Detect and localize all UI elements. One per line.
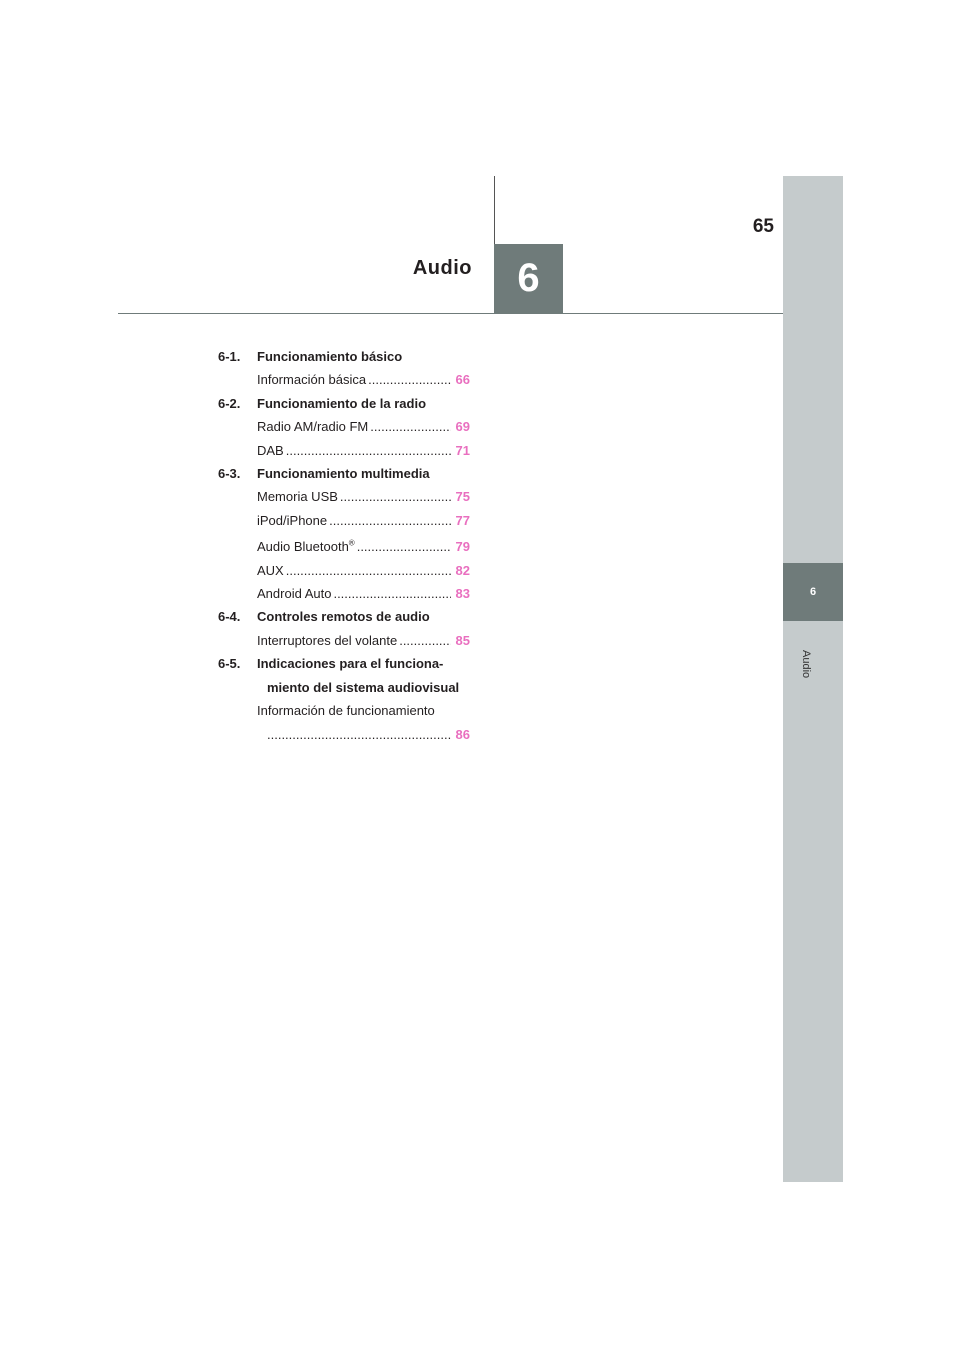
toc-entry[interactable] (218, 439, 470, 462)
toc-entry[interactable] (218, 629, 470, 652)
section-number: 6-1. (218, 349, 241, 364)
entry-page-link[interactable]: 83 (455, 586, 470, 602)
toc-entry[interactable] (218, 509, 470, 532)
leader-dots (399, 629, 451, 652)
toc-entry[interactable] (218, 485, 470, 508)
entry-label: Información de funcionamiento (257, 703, 435, 719)
table-of-contents (218, 345, 470, 746)
section-title-line: Indicaciones para el funciona- (257, 656, 444, 672)
entry-page-link[interactable]: 71 (455, 442, 470, 458)
leader-dots (286, 439, 451, 462)
toc-entry[interactable] (218, 415, 470, 438)
leader-dots (340, 485, 451, 508)
section-title: Funcionamiento de la radio (257, 395, 427, 411)
chapter-number-box: 6 (494, 244, 563, 313)
entry-page-link[interactable]: 75 (455, 489, 470, 505)
side-tab-bar (783, 176, 843, 1182)
leader-dots (329, 509, 451, 532)
toc-entry[interactable] (218, 559, 470, 582)
toc-entry[interactable] (218, 582, 470, 605)
leader-dots (286, 559, 451, 582)
chapter-title: Audio (412, 257, 472, 279)
entry-page-link[interactable]: 66 (455, 372, 470, 388)
leader-dots (368, 368, 451, 391)
toc-entry[interactable] (218, 535, 470, 558)
entry-page-link[interactable]: 77 (455, 512, 470, 528)
leader-dots (370, 415, 451, 438)
entry-label: Interruptores del volante (257, 632, 398, 648)
entry-label-text: Audio Bluetooth (257, 539, 349, 555)
entry-label: Información básica (257, 372, 367, 388)
section-title: Controles remotos de audio (257, 609, 430, 625)
entry-label: Radio AM/radio FM (257, 419, 369, 435)
section-number: 6-5. (218, 656, 241, 672)
entry-label: Memoria USB (257, 489, 338, 505)
section-number: 6-3. (218, 466, 241, 482)
leader-dots (267, 723, 451, 746)
toc-section-6-3 (218, 462, 470, 485)
leader-dots (357, 535, 451, 558)
entry-label: iPod/iPhone (257, 512, 328, 528)
entry-page-link[interactable]: 86 (455, 726, 470, 742)
section-number: 6-2. (218, 395, 241, 411)
header-horizontal-rule (118, 313, 783, 314)
entry-page-link[interactable]: 69 (455, 419, 470, 435)
entry-page-link[interactable]: 85 (455, 632, 470, 648)
side-tab-label: Audio (800, 650, 812, 679)
section-title: Funcionamiento multimedia (257, 466, 430, 482)
leader-dots (333, 582, 451, 605)
toc-section-6-5 (218, 652, 470, 699)
toc-section-6-4 (218, 605, 470, 628)
entry-page-link[interactable]: 79 (455, 539, 470, 555)
section-title-line: miento del sistema audiovisual (267, 679, 460, 695)
page-number: 65 (752, 216, 774, 237)
entry-continuation (257, 723, 470, 746)
registered-mark: ® (348, 538, 355, 548)
entry-label: Android Auto (257, 586, 332, 602)
header-vertical-rule (494, 176, 495, 246)
entry-label: DAB (257, 442, 284, 458)
toc-section-6-1 (218, 345, 470, 368)
entry-label: AUX (257, 562, 284, 578)
section-title: Funcionamiento básico (257, 349, 403, 364)
toc-section-6-2 (218, 392, 470, 415)
toc-entry[interactable] (218, 699, 470, 746)
entry-page-link[interactable]: 82 (455, 562, 470, 578)
section-title (257, 652, 470, 699)
entry-label (257, 535, 355, 558)
side-tab-chapter-number[interactable]: 6 (783, 563, 843, 621)
toc-entry[interactable] (218, 368, 470, 391)
section-number: 6-4. (218, 609, 241, 625)
